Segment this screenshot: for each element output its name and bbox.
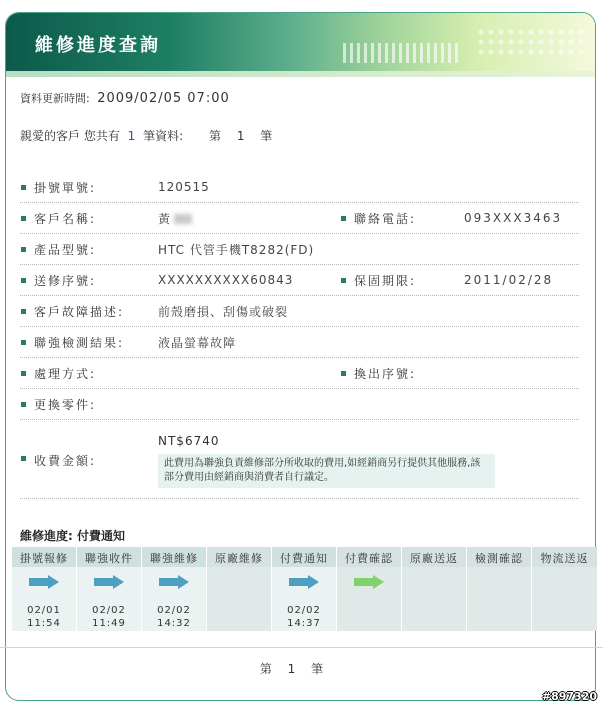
bullet-icon bbox=[21, 402, 26, 407]
bullet-icon bbox=[21, 247, 26, 252]
ticket-value: 120515 bbox=[158, 180, 210, 194]
progress-step-datetime bbox=[77, 604, 141, 630]
bullet-icon bbox=[21, 456, 26, 461]
progress-step-name: 原廠維修 bbox=[207, 547, 271, 567]
bullet-icon bbox=[21, 185, 26, 190]
progress-step-name: 聯強維修 bbox=[142, 547, 206, 567]
update-time bbox=[20, 90, 230, 106]
phone-value: 093XXX3463 bbox=[464, 211, 563, 225]
row-model bbox=[20, 234, 579, 265]
progress-title: 維修進度: 付費通知 bbox=[20, 529, 125, 543]
progress-step-date: 02/02 bbox=[157, 605, 191, 616]
model-value: HTC 代管手機T8282(FD) bbox=[158, 242, 315, 257]
row-ticket bbox=[20, 172, 579, 203]
fault-label: 客戶故障描述: bbox=[34, 304, 125, 319]
redacted-name bbox=[174, 214, 192, 224]
progress-step bbox=[337, 547, 402, 631]
progress-step-time: 11:54 bbox=[27, 618, 61, 629]
progress-step-date: 02/02 bbox=[287, 605, 321, 616]
header-banner bbox=[6, 13, 595, 77]
diagnosis-label: 聯強檢測結果: bbox=[34, 335, 125, 350]
row-customer bbox=[20, 203, 579, 234]
summary-prefix: 親愛的客戶 您共有 bbox=[20, 129, 120, 143]
record-count: 1 bbox=[127, 129, 136, 143]
bullet-icon bbox=[21, 340, 26, 345]
row-diagnosis bbox=[20, 327, 579, 358]
progress-step bbox=[272, 547, 337, 631]
done-arrow-icon bbox=[94, 575, 124, 589]
footer-page: 第 1 筆 bbox=[259, 662, 330, 676]
progress-step bbox=[402, 547, 467, 631]
customer-label: 客戶名稱: bbox=[34, 211, 97, 226]
row-fault bbox=[20, 296, 579, 327]
progress-step bbox=[12, 547, 77, 631]
bullet-icon bbox=[21, 216, 26, 221]
progress-step-datetime bbox=[272, 604, 336, 630]
progress-step-name: 物流送返 bbox=[532, 547, 597, 567]
bullet-icon bbox=[21, 371, 26, 376]
watermark: #897320 bbox=[541, 690, 597, 703]
row-method bbox=[20, 358, 579, 389]
bullet-icon bbox=[341, 216, 346, 221]
progress-step-time: 14:37 bbox=[287, 618, 321, 629]
progress-step-name: 原廠送返 bbox=[402, 547, 466, 567]
parts-label: 更換零件: bbox=[34, 397, 97, 412]
fee-note: 此費用為聯強負責維修部分所收取的費用,如經銷商另行提供其他服務,該部分費用由經銷商與消費者自行議定。 bbox=[158, 454, 495, 488]
fault-value: 前殼磨損、刮傷或破裂 bbox=[158, 304, 289, 319]
progress-step-name: 掛號報修 bbox=[12, 547, 76, 567]
progress-step bbox=[142, 547, 207, 631]
bullet-icon bbox=[21, 278, 26, 283]
progress-step-time: 14:32 bbox=[157, 618, 191, 629]
warranty-label: 保固期限: bbox=[354, 273, 417, 288]
done-arrow-icon bbox=[289, 575, 319, 589]
progress-step-time: 11:49 bbox=[92, 618, 126, 629]
page-title: 維修進度查詢 bbox=[35, 35, 161, 56]
fee-amount: NT$6740 bbox=[158, 434, 220, 448]
fee-label: 收費金額: bbox=[34, 454, 97, 468]
progress-step-name: 檢測確認 bbox=[467, 547, 531, 567]
bullet-icon bbox=[21, 309, 26, 314]
serial-value: XXXXXXXXXX60843 bbox=[158, 273, 294, 287]
model-label: 產品型號: bbox=[34, 242, 97, 257]
progress-step-name: 付費通知 bbox=[272, 547, 336, 567]
update-time-value: 2009/02/05 07:00 bbox=[97, 91, 230, 106]
decorative-dots bbox=[476, 27, 586, 57]
customer-value: 黃 bbox=[158, 211, 172, 226]
bullet-icon bbox=[341, 278, 346, 283]
decorative-stripes bbox=[343, 43, 460, 63]
header-bottom-bar bbox=[6, 71, 595, 77]
ticket-label: 掛號單號: bbox=[34, 180, 97, 195]
record-page: 第 1 筆 bbox=[209, 129, 279, 143]
progress-step bbox=[532, 547, 597, 631]
progress-step bbox=[77, 547, 142, 631]
progress-step-name: 付費確認 bbox=[337, 547, 401, 567]
row-parts bbox=[20, 389, 579, 420]
diagnosis-value: 液晶螢幕故障 bbox=[158, 335, 237, 350]
repair-info-table bbox=[20, 172, 579, 499]
footer-divider bbox=[0, 647, 603, 648]
replace-serial-label: 換出序號: bbox=[354, 366, 417, 381]
bullet-icon bbox=[341, 371, 346, 376]
summary-suffix: 筆資料: bbox=[143, 129, 184, 143]
progress-step-name: 聯強收件 bbox=[77, 547, 141, 567]
progress-step-datetime bbox=[142, 604, 206, 630]
row-fee bbox=[20, 420, 579, 499]
done-arrow-icon bbox=[29, 575, 59, 589]
serial-label: 送修序號: bbox=[34, 273, 97, 288]
current-arrow-icon bbox=[354, 575, 384, 589]
progress-step-datetime bbox=[12, 604, 76, 630]
phone-label: 聯絡電話: bbox=[354, 211, 417, 226]
row-serial bbox=[20, 265, 579, 296]
progress-step-date: 02/01 bbox=[27, 605, 61, 616]
progress-step bbox=[467, 547, 532, 631]
update-time-label: 資料更新時間: bbox=[20, 92, 90, 105]
warranty-value: 2011/02/28 bbox=[464, 273, 554, 287]
record-summary bbox=[20, 127, 278, 144]
progress-step bbox=[207, 547, 272, 631]
progress-step-date: 02/02 bbox=[92, 605, 126, 616]
progress-tracker bbox=[12, 547, 589, 631]
method-label: 處理方式: bbox=[34, 366, 97, 381]
done-arrow-icon bbox=[159, 575, 189, 589]
